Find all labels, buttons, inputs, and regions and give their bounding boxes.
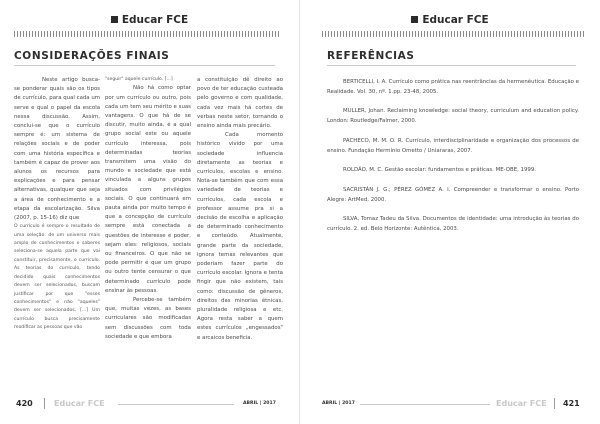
paragraph: Percebe-se também que, muitas vezes, as bases curriculares são modificadas sem discussões com toda sociedade e que embora [105,297,191,340]
reference-item: SACRISTÁN J. G.; PÉREZ GÓMEZ A. I. Compreender e transformar o ensino. Porto Alegre: ArtMed, 2000. [327,186,579,203]
page-header [300,14,600,28]
paragraph: a constituição dê direito ao povo de ter educação custeada pelo governo e com qualidade, cada vez mais há cortes de verbas neste setor, tornando o ensino ainda mais precário. [197,77,283,130]
block-quote-continuation: "seguir" aquele currículo. [...] [105,77,173,82]
section-title: REFERÊNCIAS [327,50,415,62]
text-column-3 [197,76,283,343]
page-footer [14,397,294,411]
footer-rule [118,404,234,405]
footer-rule [360,404,490,405]
page-number: 420 [16,399,33,408]
reference-item: ROLDÃO, M. C. Gestão escolar: fundamentos e práticas. ME-OBE, 1999. [343,167,536,174]
header-square-icon [111,16,118,23]
section-rule [327,65,576,66]
header-title: Educar FCE [422,14,489,26]
footer-magazine-name: Educar FCE [54,399,105,408]
reference-item: MULLER, Johan. Reclaiming knowledge: social theory, curriculum and education policy. London: Routledge/Falmer, 2000. [327,108,579,125]
block-quote: O currículo é sempre o resultado de uma seleção: de um universo mais amplo de conhecimentos e saberes seleciona-se aquela parte que vai constituir, precisamente, o currículo. As teorias do currículo, tendo decidido quais conhecimentos devem ser selecionados, buscam justificar por que "esses conhecimentos" e não "aqueles" devem ser selecionados. [...] Um currículo busca precisamente modificar as pessoas que vão [14,224,100,331]
reference-item: BERTICELLI, I. A. Currículo como prática nas reentrâncias da hermenêutica. Educação e Realidade. Vol. 30, nº. 1.pp. 23-48, 2005. [327,79,579,95]
footer-divider [554,398,555,409]
text-column-1 [14,76,100,333]
paragraph: Neste artigo busca-se ponderar quais são os tipos de currículo, para qual cada um serve e qual o papel da escola nessa discussão. Assim, conclui-se que o currículo sempre é: um sistema de relações sociais e de poder com uma história específica e também é capaz de prover aos alunos os recursos para explicações e para pensar alternativas, qualquer que seja a área de conhecimento e a etapa da escolarização. Silva (2007, p. 15-16) diz que [14,77,100,222]
paragraph: Não há como optar por um currículo ou outro, pois cada um tem seu mérito e suas vantagens. O que há de se discutir, muito ainda, é a qual grupo social este ou aquele currículo interessa, pois determinadas teorias transmitem uma visão do mundo e sociedade que está vinculada a alguns grupos situados com privilégios sociais. O que continuará em pauta ainda por muito tempo é que a concepção de currículo sempre está conectada a questões de interesse e poder, sejam eles: religiosos, sociais ou financeiros. O que não se pode permitir é que um grupo ou outro tente censurar o que determinado currículo pode ensinar às pessoas. [105,85,191,294]
header-square-icon [411,16,418,23]
header-hatch-divider [322,31,586,37]
footer-date: ABRIL | 2017 [322,401,355,406]
references-list [327,78,579,245]
page-header [0,14,299,28]
page-footer [300,397,586,411]
header-hatch-divider [14,31,279,37]
footer-date: ABRIL | 2017 [243,401,276,406]
paragraph: Cada momento histórico vivido por uma sociedade influencia diretamente as teorias e currículos, escolas e ensino. Nota-se também que com essa variedade de teorias e currículos, cada escola e professor assume pra si a decisão de escolha e aplicação de determinado conhecimento e conteúdo. Atualmente, grande parte da sociedade, ignora temas relevantes que poderiam fazer parte do currículo escolar. Ignora e tenta fingir que não existem, tais como: discussão de gêneros, direitos das minorias étnicas, pluralidade religiosa e etc. Agora resta saber a quem estes currículos „engessados" e arcaicos beneficia. [197,132,283,341]
page-number: 421 [563,399,580,408]
right-page [300,0,600,424]
text-column-2 [105,76,191,342]
footer-divider [44,398,45,409]
header-title: Educar FCE [121,14,189,26]
section-title: CONSIDERAÇÕES FINAIS [14,50,170,62]
section-rule [14,65,275,66]
reference-item: SILVA, Tomaz Tadeu da Silva. Documentos de identidade: uma introdução às teorias do currículo. 2. ed. Belo Horizonte: Autêntica, 2003. [327,216,579,232]
reference-item: PACHECO, M. M. O. R. Currículo, interdisciplinaridade e organização dos processos de ensino. Fundação Hermínio Ometto / Uniararas, 2007. [327,137,579,154]
footer-magazine-name: Educar FCE [496,399,547,408]
